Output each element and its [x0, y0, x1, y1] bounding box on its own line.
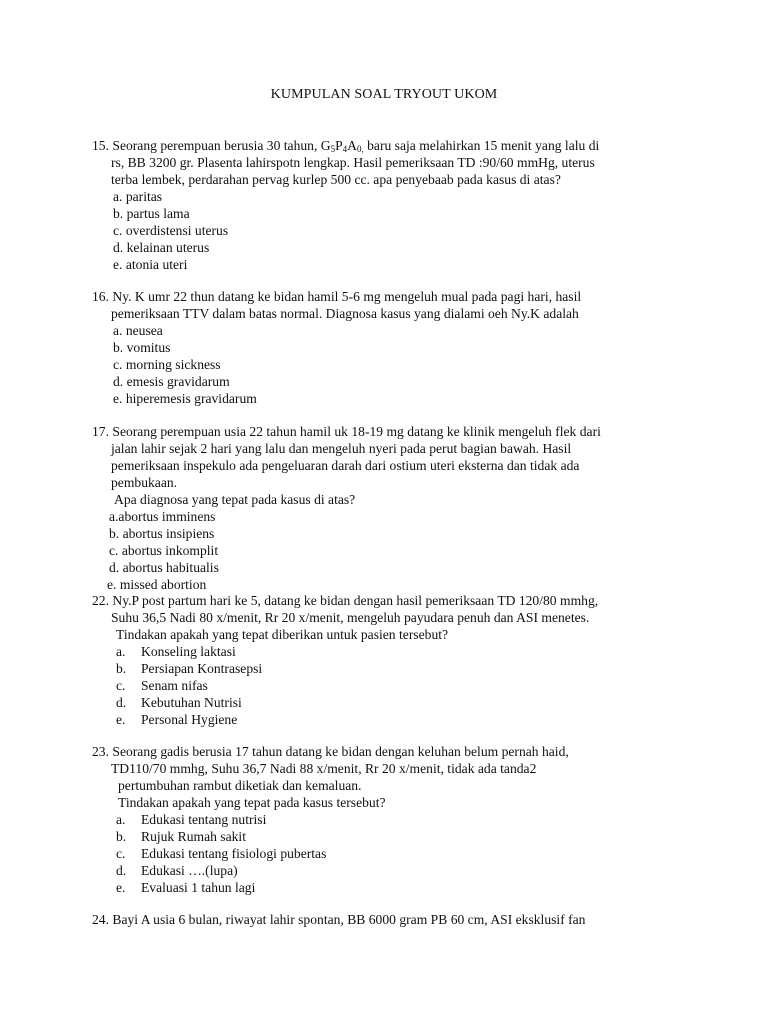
question-22 — [92, 592, 682, 728]
option-b — [92, 660, 682, 677]
abortus-subscript: 0, — [356, 144, 364, 154]
option-label: b. — [116, 661, 127, 676]
question-23-line-4: Tindakan apakah yang tepat pada kasus tersebut? — [118, 795, 386, 810]
question-16-line-1: 16. Ny. K umr 22 thun datang ke bidan hamil 5-6 mg mengeluh mual pada pagi hari, hasil — [92, 289, 582, 304]
option-text: Persiapan Kontrasepsi — [141, 661, 263, 676]
question-15 — [92, 137, 682, 273]
question-23-options — [92, 811, 682, 896]
question-24 — [92, 911, 682, 928]
question-23-line-1: 23. Seorang gadis berusia 17 tahun datang ke bidan dengan keluhan belum pernah haid, — [92, 744, 569, 759]
option-b: b. vomitus — [113, 340, 171, 355]
option-text: Konseling laktasi — [141, 644, 236, 659]
option-a — [92, 643, 682, 660]
option-d — [92, 694, 682, 711]
option-e — [92, 879, 682, 896]
para-subscript: 4 — [342, 144, 348, 154]
option-e — [92, 711, 682, 728]
question-15-options — [92, 188, 682, 273]
question-24-line-1: 24. Bayi A usia 6 bulan, riwayat lahir spontan, BB 6000 gram PB 60 cm, ASI eksklusif fan — [92, 912, 586, 927]
question-17 — [92, 423, 682, 593]
question-22-line-1: 22. Ny.P post partum hari ke 5, datang ke bidan dengan hasil pemeriksaan TD 120/80 mmhg, — [92, 593, 599, 608]
question-23 — [92, 743, 682, 896]
question-16-line-2: pemeriksaan TTV dalam batas normal. Diagnosa kasus yang dialami oeh Ny.K adalah — [111, 306, 579, 321]
question-15-lead: 15. Seorang perempuan berusia 30 tahun, G — [92, 138, 331, 153]
option-d: d. abortus habitualis — [109, 560, 219, 575]
option-text: Edukasi ….(lupa) — [141, 863, 238, 878]
question-15-rest: baru saja melahirkan 15 menit yang lalu di — [363, 138, 600, 153]
option-c — [92, 845, 682, 862]
question-17-line-5: Apa diagnosa yang tepat pada kasus di atas? — [114, 492, 356, 507]
option-d: d. kelainan uterus — [113, 240, 210, 255]
option-text: Rujuk Rumah sakit — [141, 829, 246, 844]
question-17-options — [92, 508, 682, 593]
option-label: d. — [116, 695, 127, 710]
option-label: c. — [116, 678, 126, 693]
option-label: a. — [116, 644, 126, 659]
option-a — [92, 811, 682, 828]
option-label: e. — [116, 712, 126, 727]
abortus-letter: A — [347, 138, 357, 153]
option-text: Senam nifas — [141, 678, 208, 693]
option-b — [92, 828, 682, 845]
para-letter: P — [335, 138, 343, 153]
option-c: c. morning sickness — [113, 357, 221, 372]
option-e: e. atonia uteri — [113, 257, 188, 272]
option-text: Personal Hygiene — [141, 712, 238, 727]
question-15-line-1 — [92, 137, 682, 154]
option-a: a. neusea — [113, 323, 163, 338]
option-label: a. — [116, 812, 126, 827]
option-text: Edukasi tentang nutrisi — [141, 812, 267, 827]
option-label: b. — [116, 829, 127, 844]
question-16 — [92, 288, 682, 407]
question-17-line-4: pembukaan. — [111, 475, 178, 490]
option-label: d. — [116, 863, 127, 878]
option-b: b. abortus insipiens — [109, 526, 215, 541]
option-text: Evaluasi 1 tahun lagi — [141, 880, 256, 895]
question-17-line-2: jalan lahir sejak 2 hari yang lalu dan mengeluh nyeri pada perut bagian bawah. Hasil — [111, 441, 572, 456]
question-17-line-3: pemeriksaan inspekulo ada pengeluaran darah dari ostium uteri eksterna dan tidak ada — [111, 458, 580, 473]
option-a: a.abortus imminens — [109, 509, 216, 524]
option-b: b. partus lama — [113, 206, 190, 221]
option-c: c. overdistensi uterus — [113, 223, 229, 238]
option-label: c. — [116, 846, 126, 861]
question-17-line-1: 17. Seorang perempuan usia 22 tahun hamil uk 18-19 mg datang ke klinik mengeluh flek dari — [92, 424, 601, 439]
question-15-line-2: rs, BB 3200 gr. Plasenta lahirspotn lengkap. Hasil pemeriksaan TD :90/60 mmHg, uterus — [111, 155, 595, 170]
option-text: Kebutuhan Nutrisi — [141, 695, 242, 710]
question-22-options — [92, 643, 682, 728]
question-15-line-3: terba lembek, perdarahan pervag kurlep 500 cc. apa penyebaab pada kasus di atas? — [111, 172, 561, 187]
option-c — [92, 677, 682, 694]
question-16-options — [92, 322, 682, 407]
option-e: e. missed abortion — [107, 577, 207, 592]
document-title: KUMPULAN SOAL TRYOUT UKOM — [270, 87, 498, 102]
question-23-line-3: pertumbuhan rambut diketiak dan kemaluan. — [118, 778, 362, 793]
option-e: e. hiperemesis gravidarum — [113, 391, 257, 406]
question-22-line-3: Tindakan apakah yang tepat diberikan untuk pasien tersebut? — [116, 627, 449, 642]
question-22-line-2: Suhu 36,5 Nadi 80 x/menit, Rr 20 x/menit, mengeluh payudara penuh dan ASI menetes. — [111, 610, 590, 625]
option-text: Edukasi tentang fisiologi pubertas — [141, 846, 327, 861]
option-c: c. abortus inkomplit — [109, 543, 219, 558]
gravida-subscript: 5 — [330, 144, 336, 154]
option-d — [92, 862, 682, 879]
question-23-line-2: TD110/70 mmhg, Suhu 36,7 Nadi 88 x/menit, Rr 20 x/menit, tidak ada tanda2 — [111, 761, 537, 776]
option-a: a. paritas — [113, 189, 163, 204]
option-label: e. — [116, 880, 126, 895]
option-d: d. emesis gravidarum — [113, 374, 230, 389]
